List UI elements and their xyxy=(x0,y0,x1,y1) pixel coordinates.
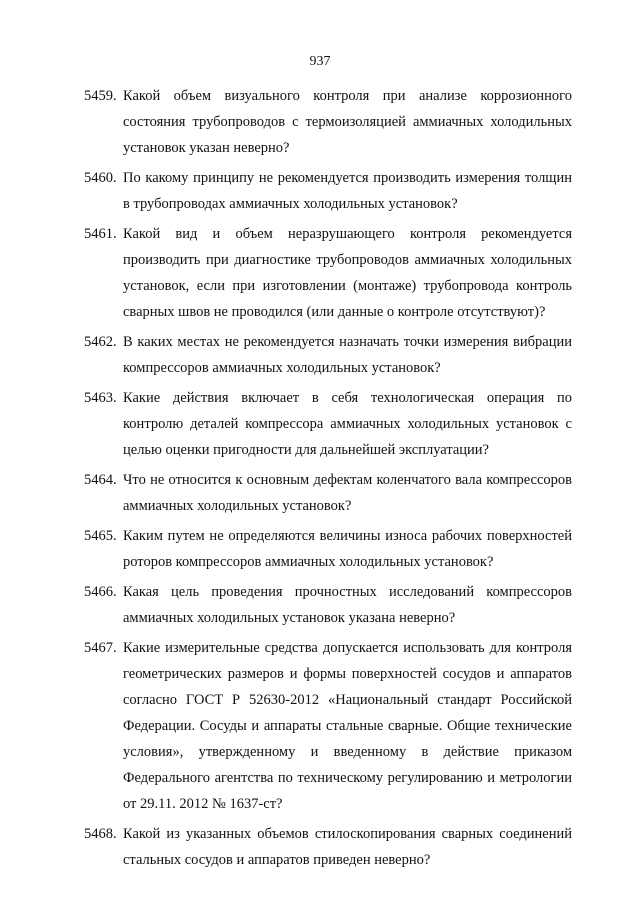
question-item-5467 xyxy=(84,635,572,817)
question-item-5466 xyxy=(84,579,572,631)
question-item-5463 xyxy=(84,385,572,463)
question-item-5464 xyxy=(84,467,572,519)
question-number: 5461. xyxy=(84,226,117,242)
question-number: 5467. xyxy=(84,640,117,656)
question-number: 5465. xyxy=(84,528,117,544)
question-list xyxy=(84,83,572,877)
question-text: Каким путем не определяются величины износа рабочих поверхностей роторов компрессоров аммиачных холодильных установок? xyxy=(123,528,572,570)
question-item-5468 xyxy=(84,821,572,873)
question-text: Какой объем визуального контроля при анализе коррозионного состояния трубопроводов с термоизоляцией аммиачных холодильных установок указан неверно? xyxy=(123,88,572,156)
question-item-5460 xyxy=(84,165,572,217)
question-text: Какой вид и объем неразрушающего контроля рекомендуется производить при диагностике трубопроводов аммиачных холодильных установок, если при изготовлении (монтаже) трубопровода контроль сварных швов не проводился (или данные о контроле отсутствуют)? xyxy=(123,226,572,320)
question-text: В каких местах не рекомендуется назначать точки измерения вибрации компрессоров аммиачных холодильных установок? xyxy=(123,334,572,376)
question-number: 5464. xyxy=(84,472,117,488)
question-text: Что не относится к основным дефектам коленчатого вала компрессоров аммиачных холодильных установок? xyxy=(123,472,572,514)
question-number: 5463. xyxy=(84,390,117,406)
question-number: 5462. xyxy=(84,334,117,350)
page-number: 937 xyxy=(309,54,331,69)
question-number: 5466. xyxy=(84,584,117,600)
question-number: 5468. xyxy=(84,826,117,842)
question-text: Какой из указанных объемов стилоскопирования сварных соединений стальных сосудов и аппаратов приведен неверно? xyxy=(123,826,572,868)
question-item-5462 xyxy=(84,329,572,381)
question-item-5465 xyxy=(84,523,572,575)
question-text: Какие измерительные средства допускается использовать для контроля геометрических размеров и формы поверхностей сосудов и аппаратов согласно ГОСТ Р 52630-2012 «Национальный стандарт Российской Федерации. Сосуды и аппараты стальные сварные. Общие технические условия», утвержденному и введенному в действие приказом Федерального агентства по техническому регулированию и метрологии от 29.11. 2012 № 1637-ст? xyxy=(123,640,572,812)
question-number: 5459. xyxy=(84,88,117,104)
question-text: По какому принципу не рекомендуется производить измерения толщин в трубопроводах аммиачных холодильных установок? xyxy=(123,170,572,212)
question-item-5461 xyxy=(84,221,572,325)
question-item-5459 xyxy=(84,83,572,161)
question-text: Какая цель проведения прочностных исследований компрессоров аммиачных холодильных установок указана неверно? xyxy=(123,584,572,626)
question-text: Какие действия включает в себя технологическая операция по контролю деталей компрессора аммиачных холодильных установок с целью оценки пригодности для дальнейшей эксплуатации? xyxy=(123,390,572,458)
question-number: 5460. xyxy=(84,170,117,186)
